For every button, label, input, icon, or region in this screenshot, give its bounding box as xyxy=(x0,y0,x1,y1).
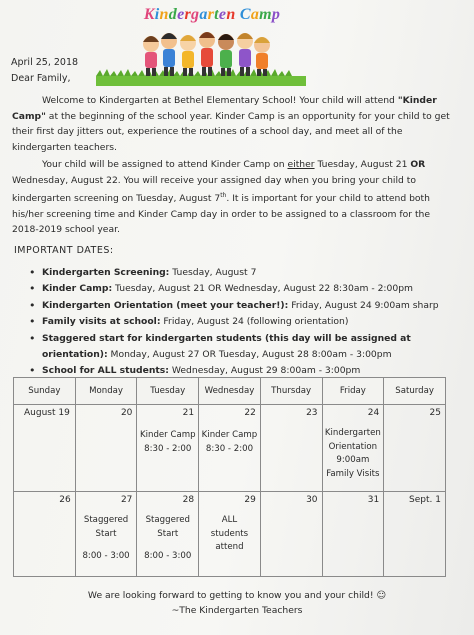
calendar-day-cell xyxy=(14,492,76,577)
day-number: 28 xyxy=(182,495,195,505)
calendar-day-cell xyxy=(75,492,137,577)
letter-title: Kindergarten Camp xyxy=(143,6,281,23)
letter-date: April 25, 2018 xyxy=(11,57,79,68)
calendar-day-cell xyxy=(137,492,199,577)
calendar-day-cell xyxy=(14,405,76,492)
day-number: August 19 xyxy=(24,408,70,418)
calendar-day-cell xyxy=(384,405,446,492)
event-text: Staggered Start 8:00 - 3:00 xyxy=(144,515,192,561)
list-item: • Staggered start for kindergarten students (this day will be assigned at orientation): Monday, August 27 OR Tuesday, August 28 8:00am - 3:00pm xyxy=(22,331,452,364)
day-number: 27 xyxy=(120,495,133,505)
day-header: Monday xyxy=(75,378,137,405)
calendar-week-row xyxy=(14,405,446,492)
day-number: 30 xyxy=(306,495,318,505)
calendar-day-cell xyxy=(260,405,322,492)
list-item: • Kindergarten Screening: Tuesday, August 7 xyxy=(22,265,452,281)
august-calendar xyxy=(13,377,446,577)
day-number: 26 xyxy=(59,495,71,505)
calendar-day-cell xyxy=(137,405,199,492)
day-header: Wednesday xyxy=(199,378,261,405)
event-text: Kinder Camp 8:30 - 2:00 xyxy=(139,430,196,454)
calendar-day-cell xyxy=(384,492,446,577)
children-clipart xyxy=(96,26,306,86)
event-text: Kindergarten Orientation 9:00am Family Visits xyxy=(324,428,381,479)
day-header: Tuesday xyxy=(137,378,199,405)
calendar-day-cell xyxy=(322,492,384,577)
list-item: • Kindergarten Orientation (meet your teacher!): Friday, August 24 9:00am sharp xyxy=(22,298,452,314)
calendar-header-row xyxy=(14,378,446,405)
calendar-day-cell xyxy=(322,405,384,492)
list-item: • School for ALL students: Wednesday, August 29 8:00am - 3:00pm xyxy=(22,363,452,379)
calendar-day-cell xyxy=(199,492,261,577)
important-dates-heading: IMPORTANT DATES: xyxy=(14,245,114,256)
day-number: 24 xyxy=(367,408,380,418)
day-number: 21 xyxy=(182,408,195,418)
intro-paragraph-1: Welcome to Kindergarten at Bethel Elementary School! Your child will attend "Kinder Camp" at the beginning of the school year. Kinder Camp is an opportunity for your child to get their first day jitters out, experience the routines of a school day, and meet all of the kindergarten teachers. xyxy=(12,95,450,153)
list-item: • Kinder Camp: Tuesday, August 21 OR Wednesday, August 22 8:30am - 2:00pm xyxy=(22,281,452,297)
calendar-week-row xyxy=(14,492,446,577)
event-text: Kinder Camp 8:30 - 2:00 xyxy=(201,430,258,454)
day-header: Thursday xyxy=(260,378,322,405)
calendar-day-cell xyxy=(260,492,322,577)
letter-greeting: Dear Family, xyxy=(11,73,71,84)
day-number: 29 xyxy=(244,495,256,505)
day-number: 23 xyxy=(306,408,318,418)
day-number: 31 xyxy=(367,495,380,505)
event-text: Staggered Start 8:00 - 3:00 xyxy=(82,515,130,561)
day-header: Saturday xyxy=(384,378,446,405)
calendar-day-cell xyxy=(199,405,261,492)
important-dates-list xyxy=(22,265,452,380)
day-number: 22 xyxy=(244,408,256,418)
closing-line: We are looking forward to getting to know you and your child! ☺ xyxy=(87,590,387,601)
calendar-day-cell xyxy=(75,405,137,492)
day-number: Sept. 1 xyxy=(409,495,441,505)
day-header: Friday xyxy=(322,378,384,405)
event-text: ALL students attend xyxy=(210,515,249,552)
intro-paragraph-2: Your child will be assigned to attend Kinder Camp on either Tuesday, August 21 OR Wednesday, August 22. You will receive your assigned day when you bring your child to kindergarten screening on Tuesday, August 7th. It is important for your child to attend both his/her screening time and Kinder Camp day in order to be assigned to a classroom for the 2018-2019 school year. xyxy=(12,159,431,236)
day-number: 25 xyxy=(429,408,441,418)
day-number: 20 xyxy=(120,408,133,418)
day-header: Sunday xyxy=(14,378,76,405)
signature-line: ~The Kindergarten Teachers xyxy=(171,605,303,616)
list-item: • Family visits at school: Friday, August 24 (following orientation) xyxy=(22,314,452,330)
